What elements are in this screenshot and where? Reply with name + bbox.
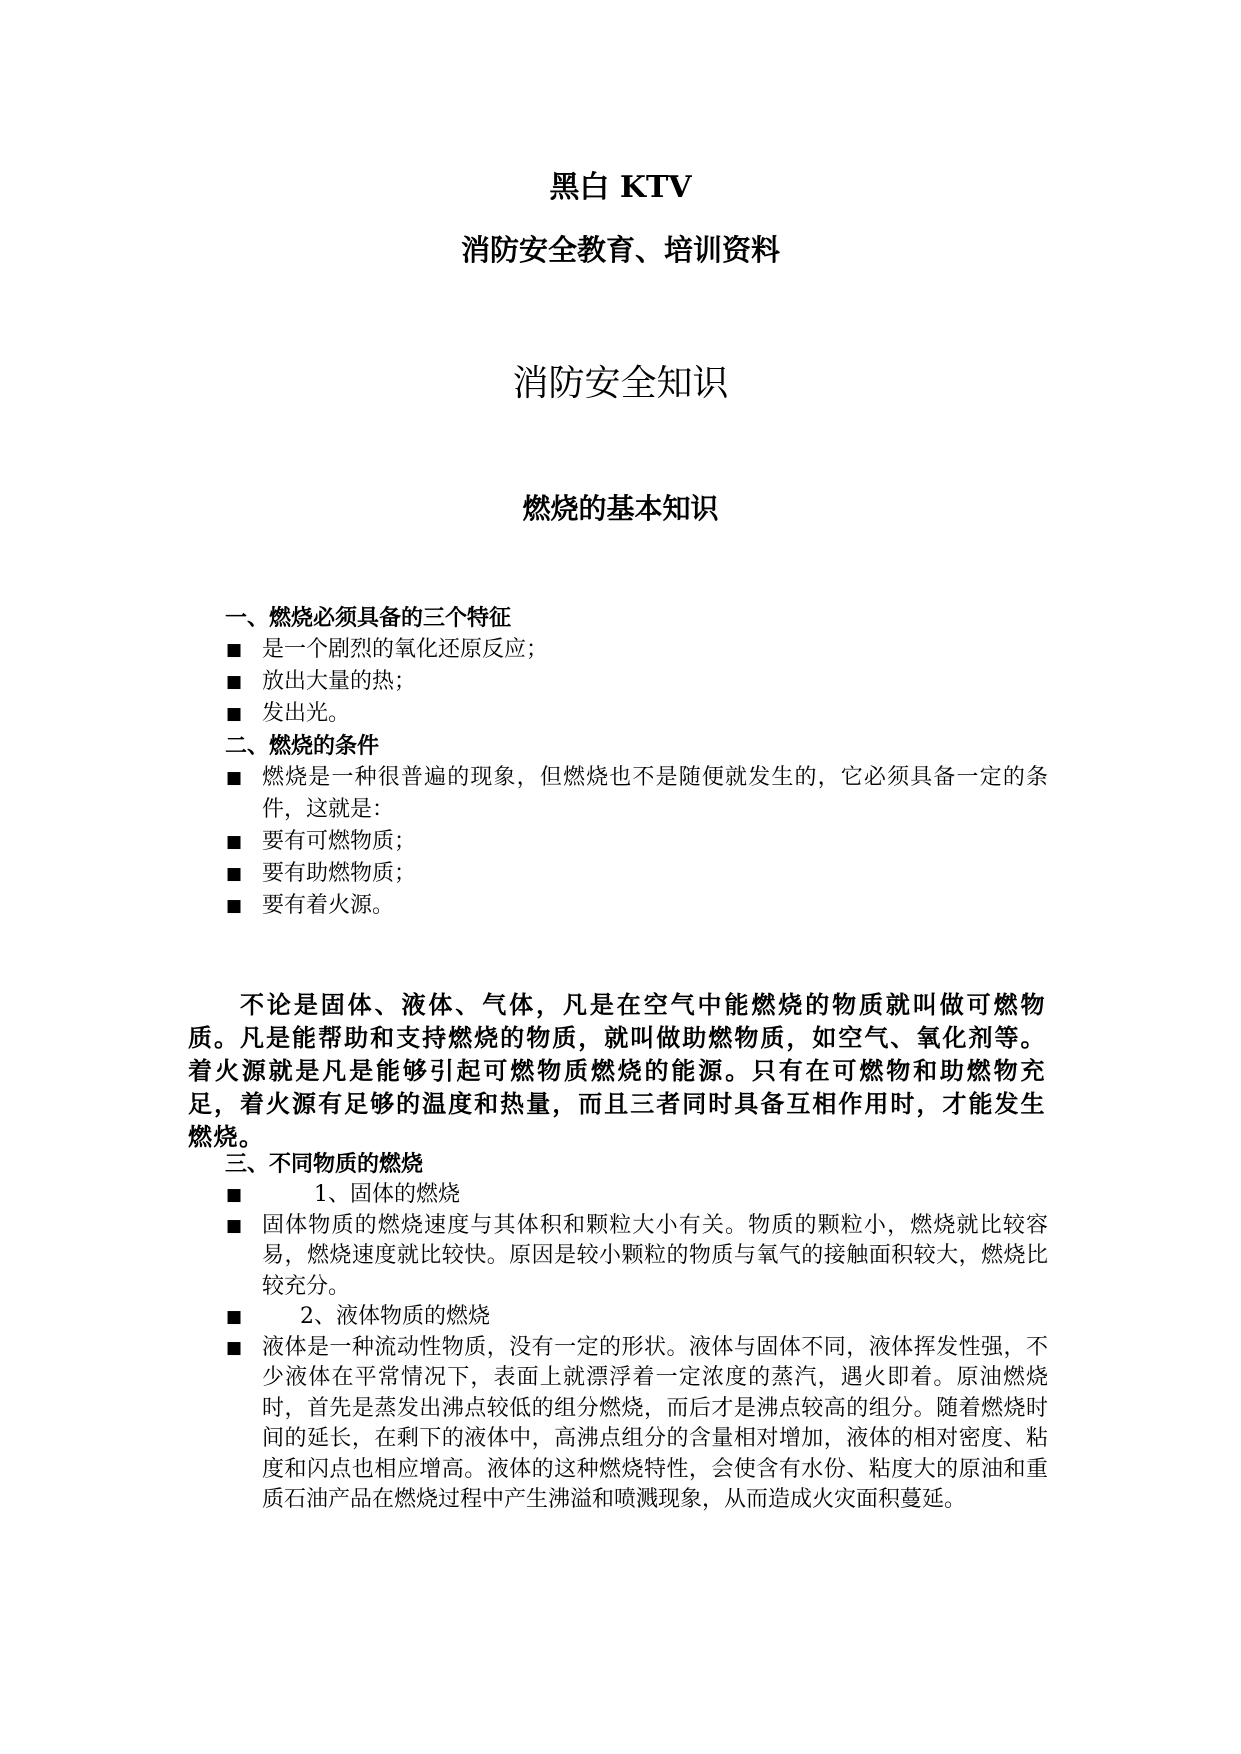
list-item: ■ 液体是一种流动性物质，没有一定的形状。液体与固体不同，液体挥发性强，不少液体在平常情况下，表面上就漂浮着一定浓度的蒸汽，遇火即着。原油燃烧时，首先是蒸发出沸点较低的组分燃烧，而后才是沸点较高的组分。随着燃烧时间的延长，在剩下的液体中，高沸点组分的含量相对增加，液体的相对密度、粘度和闪点也相应增高。液体的这种燃烧特性，会使含有水份、粘度大的原油和重质石油产品在燃烧过程中产生沸溢和喷溅现象，从而造成火灾面积蔓延。 (226, 1334, 1048, 1512)
part1-heading: 一、燃烧必须具备的三个特征 (225, 605, 512, 631)
list-item: ■ 是一个剧烈的氧化还原反应； (226, 634, 1048, 666)
bullet-square-icon: ■ (226, 896, 243, 916)
bullet-square-icon: ■ (226, 1185, 243, 1205)
bullet-square-icon: ■ (226, 864, 243, 884)
part3-list (226, 1180, 1048, 1516)
bullet-square-icon: ■ (226, 768, 243, 788)
part2-list (226, 762, 1048, 922)
list-item: ■ 要有可燃物质； (226, 826, 1048, 858)
bullet-square-icon: ■ (226, 1307, 243, 1327)
part1-list (226, 634, 1048, 730)
bullet-square-icon: ■ (226, 640, 243, 660)
bullet-square-icon: ■ (226, 1337, 243, 1358)
bullet-square-icon: ■ (226, 832, 243, 852)
list-item: ■ 发出光。 (226, 698, 1048, 730)
part2-heading: 二、燃烧的条件 (225, 733, 380, 759)
body-paragraph: 不论是固体、液体、气体，凡是在空气中能燃烧的物质就叫做可燃物质。凡是能帮助和支持燃烧的物质，就叫做助燃物质，如空气、氧化剂等。着火源就是凡是能够引起可燃物质燃烧的能源。只有在可燃物和助燃物充足，着火源有足够的温度和热量，而且三者同时具备互相作用时，才能发生燃烧。 (188, 990, 1046, 1151)
document-title: 消防安全教育、培训资料 (460, 233, 780, 267)
section-title: 燃烧的基本知识 (522, 492, 719, 525)
list-item: ■ 燃烧是一种很普遍的现象，但燃烧也不是随便就发生的，它必须具备一定的条件，这就是： (226, 762, 1048, 826)
list-item: ■ 1、固体的燃烧 (226, 1180, 1048, 1211)
part3-heading: 三、不同物质的燃烧 (225, 1151, 424, 1177)
list-item: ■ 要有着火源。 (226, 890, 1048, 922)
bullet-square-icon: ■ (226, 704, 243, 724)
list-item: ■ 2、液体物质的燃烧 (226, 1302, 1048, 1333)
bullet-square-icon: ■ (226, 672, 243, 692)
list-item: ■ 放出大量的热； (226, 666, 1048, 698)
bullet-square-icon: ■ (226, 1215, 243, 1236)
company-title: 黑白 KTV (549, 170, 692, 205)
chapter-title: 消防安全知识 (512, 363, 729, 404)
list-item: ■ 固体物质的燃烧速度与其体积和颗粒大小有关。物质的颗粒小，燃烧就比较容易，燃烧速度就比较快。原因是较小颗粒的物质与氧气的接触面积较大，燃烧比较充分。 (226, 1212, 1048, 1299)
list-item: ■ 要有助燃物质； (226, 858, 1048, 890)
